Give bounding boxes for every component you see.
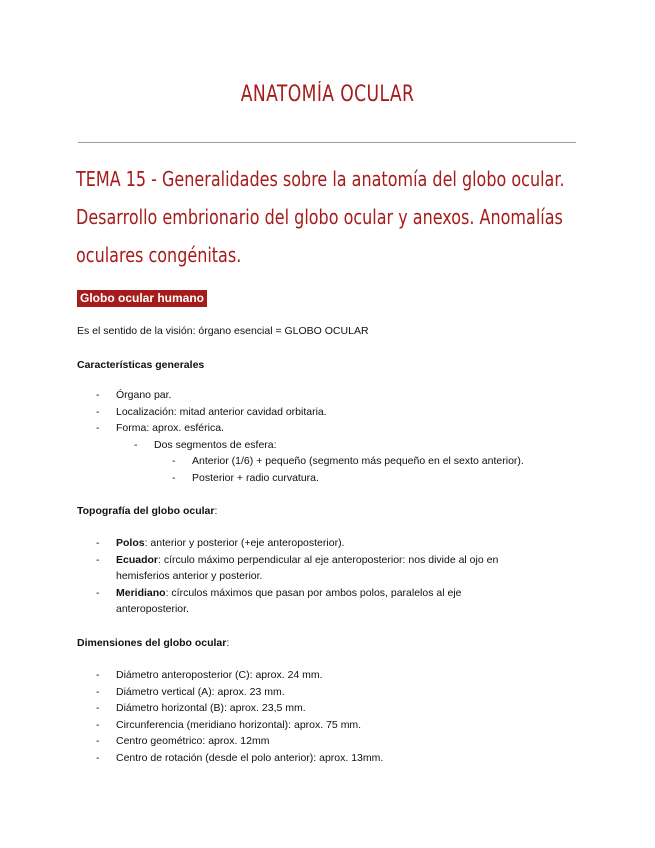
topography-list — [96, 535, 499, 618]
list-item: - Forma: aprox. esférica. — [96, 422, 224, 434]
topic-line: oculares congénitas. — [76, 243, 242, 267]
characteristics-heading: Características generales — [77, 359, 205, 371]
list-item: - Diámetro anteroposterior (C): aprox. 24 mm. — [96, 669, 323, 681]
list-item: - Diámetro vertical (A): aprox. 23 mm. — [96, 685, 285, 698]
list-item-continuation: hemisferios anterior y posterior. — [116, 570, 263, 582]
list-item: - Centro geométrico: aprox. 12mm — [96, 735, 270, 747]
dimensions-heading: Dimensiones del globo ocular: — [77, 637, 230, 649]
list-item: - Dos segmentos de esfera: — [134, 438, 277, 451]
list-item: - Localización: mitad anterior cavidad orbitaria. — [96, 405, 327, 418]
characteristics-list — [96, 387, 524, 486]
list-item: - Posterior + radio curvatura. — [172, 471, 319, 484]
list-item: - Órgano par. — [96, 389, 172, 401]
topic-line: TEMA 15 - Generalidades sobre la anatomía del globo ocular. — [76, 167, 565, 191]
list-item: - Circunferencia (meridiano horizontal): aprox. 75 mm. — [96, 718, 362, 731]
section-heading: Globo ocular humano — [77, 290, 207, 307]
list-item: - Centro de rotación (desde el polo anterior): aprox. 13mm. — [96, 751, 384, 764]
list-item: - Ecuador: círculo máximo perpendicular al eje anteroposterior: nos divide al ojo en — [96, 553, 499, 566]
topic-line: Desarrollo embrionario del globo ocular y anexos. Anomalías — [76, 205, 563, 229]
list-item: - Diámetro horizontal (B): aprox. 23,5 mm. — [96, 702, 306, 714]
topography-heading: Topografía del globo ocular: — [77, 505, 218, 517]
title-divider — [78, 142, 576, 143]
list-item: - Meridiano: círculos máximos que pasan por ambos polos, paralelos al eje — [96, 586, 462, 599]
dimensions-list — [96, 667, 384, 766]
topic-heading — [76, 160, 636, 274]
intro-text: Es el sentido de la visión: órgano esencial = GLOBO OCULAR — [77, 325, 369, 337]
list-item-continuation: anteroposterior. — [116, 603, 189, 615]
page-title: ANATOMÍA OCULAR — [240, 82, 415, 107]
list-item: - Polos: anterior y posterior (+eje anteroposterior). — [96, 537, 345, 549]
list-item: - Anterior (1/6) + pequeño (segmento más pequeño en el sexto anterior). — [172, 455, 524, 467]
